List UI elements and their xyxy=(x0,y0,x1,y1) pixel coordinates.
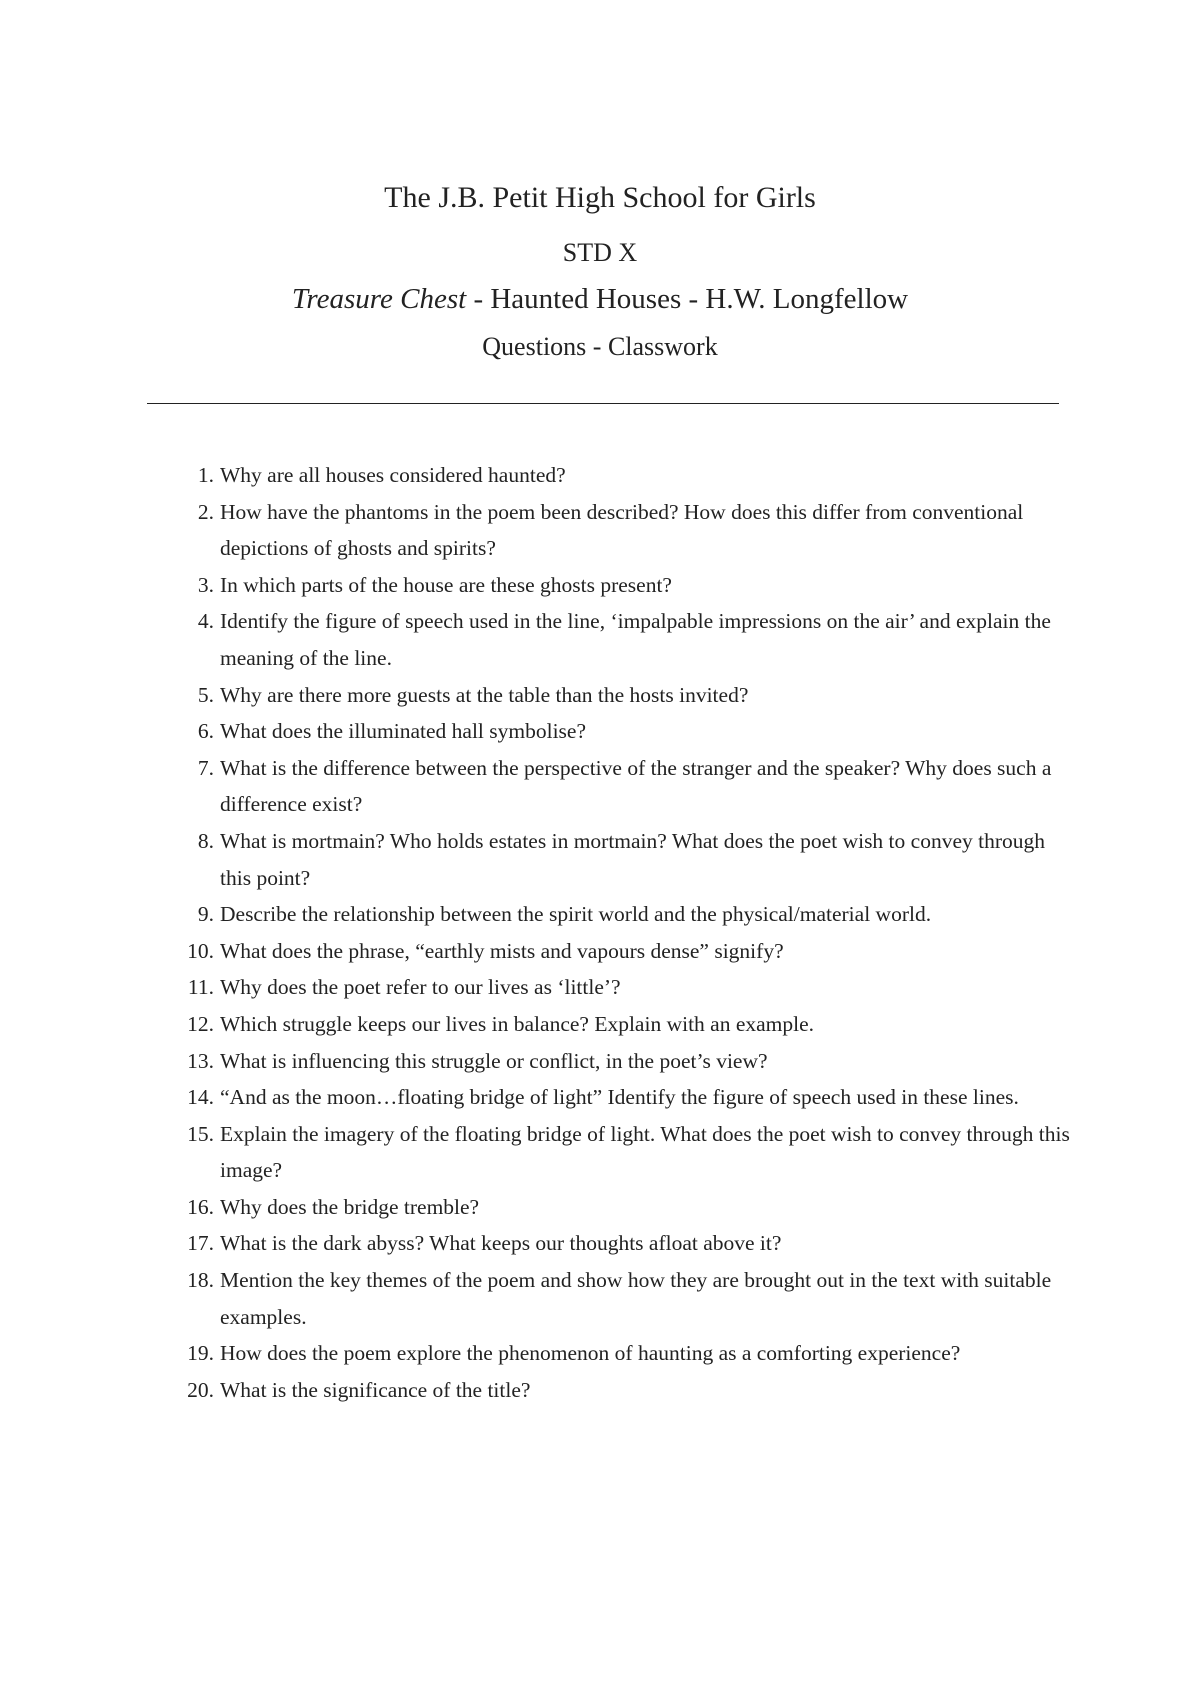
question-number: 14. xyxy=(187,1085,214,1110)
question-number: 4. xyxy=(197,609,214,634)
question-item xyxy=(0,1372,1080,1409)
question-item xyxy=(0,1189,1080,1226)
question-item xyxy=(0,1335,1080,1372)
question-item xyxy=(0,1262,1080,1335)
question-item xyxy=(0,1116,1080,1189)
question-text: Mention the key themes of the poem and show how they are brought out in the text with suitable examples. xyxy=(220,1268,1052,1329)
question-text: Why are there more guests at the table than the hosts invited? xyxy=(220,682,749,707)
question-item xyxy=(0,1043,1080,1080)
question-number: 11. xyxy=(187,975,214,1000)
question-number: 19. xyxy=(187,1341,214,1366)
question-text: What is the dark abyss? What keeps our thoughts afloat above it? xyxy=(220,1231,782,1256)
question-text: What is the significance of the title? xyxy=(220,1377,531,1402)
question-number: 7. xyxy=(197,755,214,780)
question-item xyxy=(0,603,1080,676)
question-item xyxy=(0,1006,1080,1043)
question-text: Which struggle keeps our lives in balance? Explain with an example. xyxy=(220,1011,815,1036)
question-item xyxy=(0,457,1080,494)
question-number: 15. xyxy=(187,1121,214,1146)
question-item xyxy=(0,750,1080,823)
question-item xyxy=(0,969,1080,1006)
question-item xyxy=(0,567,1080,604)
question-text: How have the phantoms in the poem been described? How does this differ from conventional depictions of ghosts and spirits? xyxy=(220,499,1024,561)
question-item xyxy=(0,677,1080,714)
question-number: 9. xyxy=(197,902,214,927)
question-number: 12. xyxy=(187,1011,214,1036)
question-text: What does the phrase, “earthly mists and vapours dense” signify? xyxy=(220,938,784,963)
question-text: Why are all houses considered haunted? xyxy=(220,463,566,487)
question-number: 18. xyxy=(187,1268,214,1293)
question-item xyxy=(0,1225,1080,1262)
question-number: 1. xyxy=(197,463,214,487)
school-name: The J.B. Petit High School for Girls xyxy=(384,181,816,214)
question-text: What does the illuminated hall symbolise? xyxy=(220,719,587,744)
divider-line xyxy=(147,403,1059,404)
question-number: 10. xyxy=(187,938,214,963)
question-number: 16. xyxy=(187,1194,214,1219)
question-text: Why does the bridge tremble? xyxy=(220,1194,480,1219)
question-text: “And as the moon…floating bridge of light” Identify the figure of speech used in these lines. xyxy=(220,1085,1019,1110)
question-text: What is influencing this struggle or conflict, in the poet’s view? xyxy=(220,1048,768,1073)
question-text: Why does the poet refer to our lives as ‘little’? xyxy=(220,975,621,1000)
question-item xyxy=(0,896,1080,933)
question-text: Explain the imagery of the floating bridge of light. What does the poet wish to convey through this image? xyxy=(220,1121,1070,1183)
question-item xyxy=(0,713,1080,750)
question-number: 3. xyxy=(197,572,214,597)
question-text: What is the difference between the perspective of the stranger and the speaker? Why does such a difference exist? xyxy=(220,755,1052,817)
question-text: In which parts of the house are these ghosts present? xyxy=(220,572,672,597)
question-item xyxy=(0,933,1080,970)
question-item xyxy=(0,1079,1080,1116)
question-text: What is mortmain? Who holds estates in mortmain? What does the poet wish to convey through this point? xyxy=(220,828,1045,890)
question-text: How does the poem explore the phenomenon of haunting as a comforting experience? xyxy=(220,1341,961,1366)
poem-title-author: - Haunted Houses - H.W. Longfellow xyxy=(466,283,909,315)
question-text: Describe the relationship between the spirit world and the physical/material world. xyxy=(220,902,932,927)
question-number: 17. xyxy=(187,1231,214,1256)
question-number: 8. xyxy=(197,828,214,853)
question-number: 20. xyxy=(187,1377,214,1402)
question-number: 2. xyxy=(197,499,214,524)
book-poem-line xyxy=(0,279,1200,319)
book-title: Treasure Chest xyxy=(291,283,467,315)
question-number: 5. xyxy=(197,682,214,707)
question-item xyxy=(0,494,1080,567)
worksheet-subtitle: Questions - Classwork xyxy=(482,332,718,361)
question-item xyxy=(0,823,1080,896)
question-number: 6. xyxy=(197,719,214,744)
question-text: Identify the figure of speech used in the line, ‘impalpable impressions on the air’ and explain the meaning of the line. xyxy=(220,609,1051,670)
question-list xyxy=(0,457,1200,1408)
question-number: 13. xyxy=(187,1048,214,1073)
standard-label: STD X xyxy=(562,238,638,267)
